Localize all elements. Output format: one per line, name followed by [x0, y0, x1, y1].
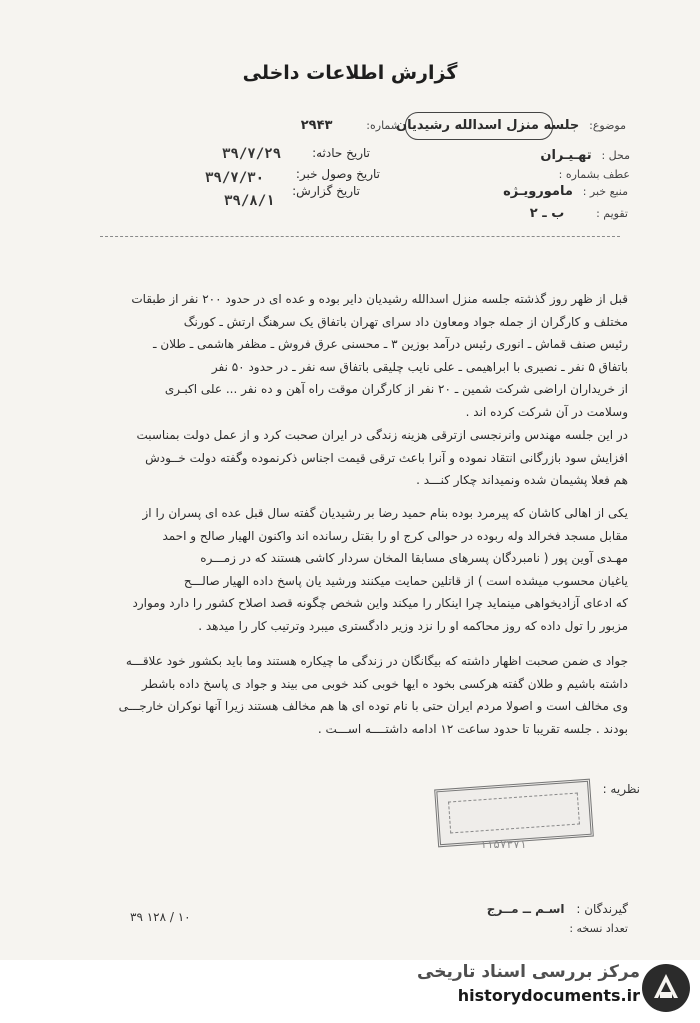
- text-line: وسلامت در آن شرکت کرده اند .: [465, 404, 628, 419]
- text-line: جواد ی ضمن صحبت اظهار داشته که بیگانگان در زندگی ما چیکاره هستند وما باید بکشور خود علاقـــه: [125, 654, 628, 668]
- footer-website: historydocuments.ir: [457, 986, 640, 1005]
- received-date: ۳۹/۷/۳۰: [205, 170, 265, 186]
- grade-field: [530, 206, 628, 221]
- place-value: تهـیـران: [540, 148, 592, 163]
- ref-label: عطف بشماره :: [558, 168, 630, 181]
- event-date: ۳۹/۷/۲۹: [222, 146, 282, 162]
- text-line: مهـدی آوین پور ( نامبردگان پسرهای مسابقا المخان سردار کاشی هستند که در زمـــره: [200, 551, 628, 566]
- file-reference: ۳۹ ۱۲۸ / ۱۰: [130, 910, 191, 924]
- paragraph-3: [72, 502, 628, 638]
- subject-field: [396, 118, 626, 133]
- report-date-label: تاریخ گزارش:: [292, 184, 360, 198]
- margin-note: نظریه :: [602, 782, 640, 796]
- archive-logo-icon: [640, 962, 692, 1014]
- footer-org-name: مرکز بررسی اسناد تاریخی: [417, 962, 640, 982]
- paragraph-2: [72, 424, 628, 492]
- ref-field: [559, 167, 630, 181]
- source-value: مامورویـژه: [503, 184, 573, 199]
- text-line: هم فعلا پشیمان شده ونمیداند چکار کنـــد .: [416, 473, 628, 488]
- text-line: در این جلسه مهندس وانرنجسی ازترقی هزینه زندگی در ایران صحبت کرد و از عمل دولت بمناسبت: [136, 428, 628, 442]
- subject-value: جلسه منزل اسدالله رشیدیان: [395, 118, 580, 133]
- text-line: داشته باشیم و طلان گفته هرکسی بخود ه ایها خوبی کند خوبی می بیند و جواد ی پاسخ داده باشطر: [141, 676, 628, 691]
- paragraph-4: [72, 650, 628, 740]
- text-line: یکی از اهالی کاشان که پیرمرد بوده بنام حمید رضا بر رشیدیان گفته سال قبل عده ای پسران را از: [142, 506, 628, 520]
- place-label: محل :: [601, 149, 630, 162]
- text-line: که ادعای آزادیخواهی مینماید چرا اینکار را میکند واین شخص چگونه قصد اصلاح کشور را دارد وموارد: [132, 596, 628, 611]
- recipients-value: اسـم ــ مــرج: [486, 902, 565, 916]
- copies-label: تعداد نسخه :: [569, 922, 628, 935]
- grade-label: تقویم :: [596, 207, 628, 220]
- stamp-inner: [448, 793, 580, 834]
- stamp-number: ۱۱۵۷۳۷۱: [480, 838, 527, 851]
- document-title: گزارش اطلاعات داخلی: [242, 62, 458, 84]
- text-line: رئیس صنف قماش ـ انوری رئیس درآمد بوزین ۳ ـ محسنی عرق فروش ـ مظفر هاشمی ـ طلان ـ: [153, 337, 628, 352]
- place-field: [540, 148, 630, 163]
- text-line: از خریداران اراضی شرکت شمین ـ ۲۰ نفر از کارگران موقت راه آهن و ده نفر ... علی اکبـری: [164, 382, 628, 397]
- header-divider: [100, 236, 620, 237]
- recipients-label: گیرندگان :: [576, 902, 628, 916]
- paragraph-1: [72, 288, 628, 424]
- received-date-label: تاریخ وصول خبر:: [295, 167, 380, 181]
- text-line: مقابل مسجد فخرالد وله ربوده در حوالی کرج او را بقتل رسانده اند واکنون الهیار صالح و احمد: [162, 528, 628, 543]
- report-date: ۳۹/۸/۱: [224, 193, 275, 209]
- text-line: قبل از ظهر روز گذشته جلسه منزل اسدالله رشیدیان دایر بوده و عده ای در حدود ۲۰۰ نفر از طبقات: [131, 292, 628, 306]
- source-field: [503, 184, 628, 199]
- text-line: مختلف و کارگران از جمله جواد ومعاون داد سرای تهران باتفاق یک سرهنگ ارتش ـ کورنگ: [183, 314, 628, 329]
- text-line: یاغیان محسوب میشده است ) از قاتلین حمایت میکنند ورشید یان پاسخ داده الهیار صالـــح: [183, 573, 628, 588]
- subject-label: موضوع:: [589, 119, 626, 132]
- recipients-field: [487, 902, 628, 916]
- number-label: شماره:: [366, 119, 400, 132]
- text-line: بودند . جلسه تقریبا تا حدود ساعت ۱۲ ادامه داشتــــه اســـت .: [317, 721, 628, 736]
- text-line: باتفاق ۵ نفر ـ نصیری با ابراهیمی ـ علی نایب چلیقی باتفاق سه نفر ـ در حدود ۵۰ نفر: [211, 359, 628, 374]
- event-date-label: تاریخ حادثه:: [312, 146, 370, 160]
- source-label: منبع خبر :: [582, 185, 628, 198]
- text-line: مزبور را تول داده که روز محاکمه او را نزد وزیر دادگستری میبرد وترتیب کار را میدهد .: [198, 618, 628, 633]
- text-line: افزایش سود بازرگانی انتقاد نموده و آنرا باعث ترقی قیمت اجناس ذکرنموده وگفته دولت خــودش: [145, 450, 628, 465]
- text-line: وی مخالف است و اصولا مردم ایران حتی با نام توده ای ها هم مخالف هستند زیرا آنها نوکران خارجـــی: [118, 699, 628, 714]
- number-value: ۲۹۴۳: [300, 118, 333, 133]
- grade-value: ب ـ ۲: [529, 206, 565, 221]
- footer-banner: [0, 960, 700, 1023]
- number-field: [301, 118, 400, 133]
